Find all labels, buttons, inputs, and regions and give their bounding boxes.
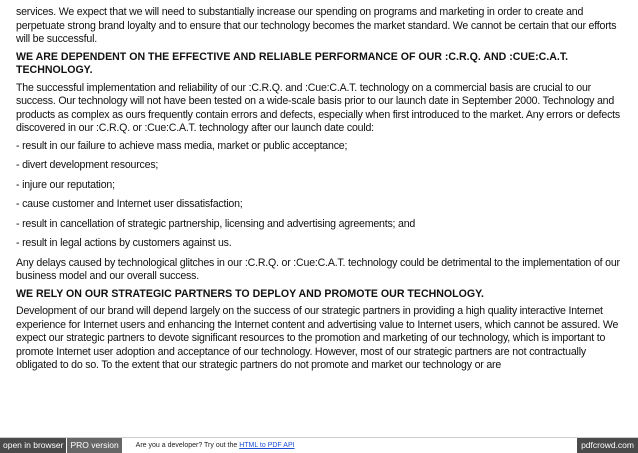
list-item: - result in cancellation of strategic partnership, licensing and advertising agreements; and bbox=[16, 217, 416, 230]
paragraph-brand-spending: services. We expect that we will need to substantially increase our spending on programs and marketing in order to create and perpetuate strong brand loyalty and to ensure that our technology becomes the market standard. We cannot be certain that our efforts will be successful. bbox=[16, 6, 617, 45]
list-item: - divert development resources; bbox=[16, 159, 159, 171]
pdfcrowd-brand-link[interactable]: pdfcrowd.com bbox=[577, 438, 638, 453]
list-item: - cause customer and Internet user dissatisfaction; bbox=[16, 198, 243, 210]
heading-strategic-partners: WE RELY ON OUR STRATEGIC PARTNERS TO DEPLOY AND PROMOTE OUR TECHNOLOGY. bbox=[16, 287, 484, 300]
open-in-browser-button[interactable]: open in browser bbox=[0, 438, 66, 453]
html-to-pdf-api-link[interactable]: HTML to PDF API bbox=[239, 442, 295, 449]
pdfcrowd-footer-bar bbox=[0, 437, 638, 453]
paragraph-technology-reliability: The successful implementation and reliability of our :C.R.Q. and :Cue:C.A.T. technology on a commercial basis are crucial to our success. Our technology will not have been tested on a wide-scale basis prior to our launch date in September 2000. Technology and products as complex as ours frequently contain errors and defects, especially when first introduced to the market. Any errors or defects discovered in our :C.R.Q. or :Cue:C.A.T. technology after our launch date could: bbox=[16, 81, 621, 134]
pro-version-button[interactable]: PRO version bbox=[67, 438, 121, 453]
list-item: - result in legal actions by customers against us. bbox=[16, 237, 232, 249]
paragraph-brand-development: Development of our brand will depend largely on the success of our strategic partners in providing a high quality interactive Internet experience for Internet users and enhancing the Internet content and advertising value to Internet users, which cannot be assured. We expect our strategic partners to devote significant resources to the promotion and marketing of our technology, which is important to promote Internet user adoption and acceptance of our technology. However, most of our strategic partners are not contractually obligated to do so. To the extent that our strategic partners do not promote and market our technology or are bbox=[16, 305, 619, 371]
list-item: - result in our failure to achieve mass media, market or public acceptance; bbox=[16, 139, 348, 152]
heading-dependent-technology: WE ARE DEPENDENT ON THE EFFECTIVE AND RELIABLE PERFORMANCE OF OUR :C.R.Q. AND :CUE:C.A.T. TECHNOLOGY. bbox=[16, 50, 569, 76]
list-item: - injure our reputation; bbox=[16, 178, 115, 191]
paragraph-delays: Any delays caused by technological glitches in our :C.R.Q. or :Cue:C.A.T. technology could be detrimental to the implementation of our business model and our overall success. bbox=[16, 256, 620, 282]
promo-text: Are you a developer? Try out the bbox=[135, 442, 240, 449]
developer-promo bbox=[136, 438, 295, 453]
